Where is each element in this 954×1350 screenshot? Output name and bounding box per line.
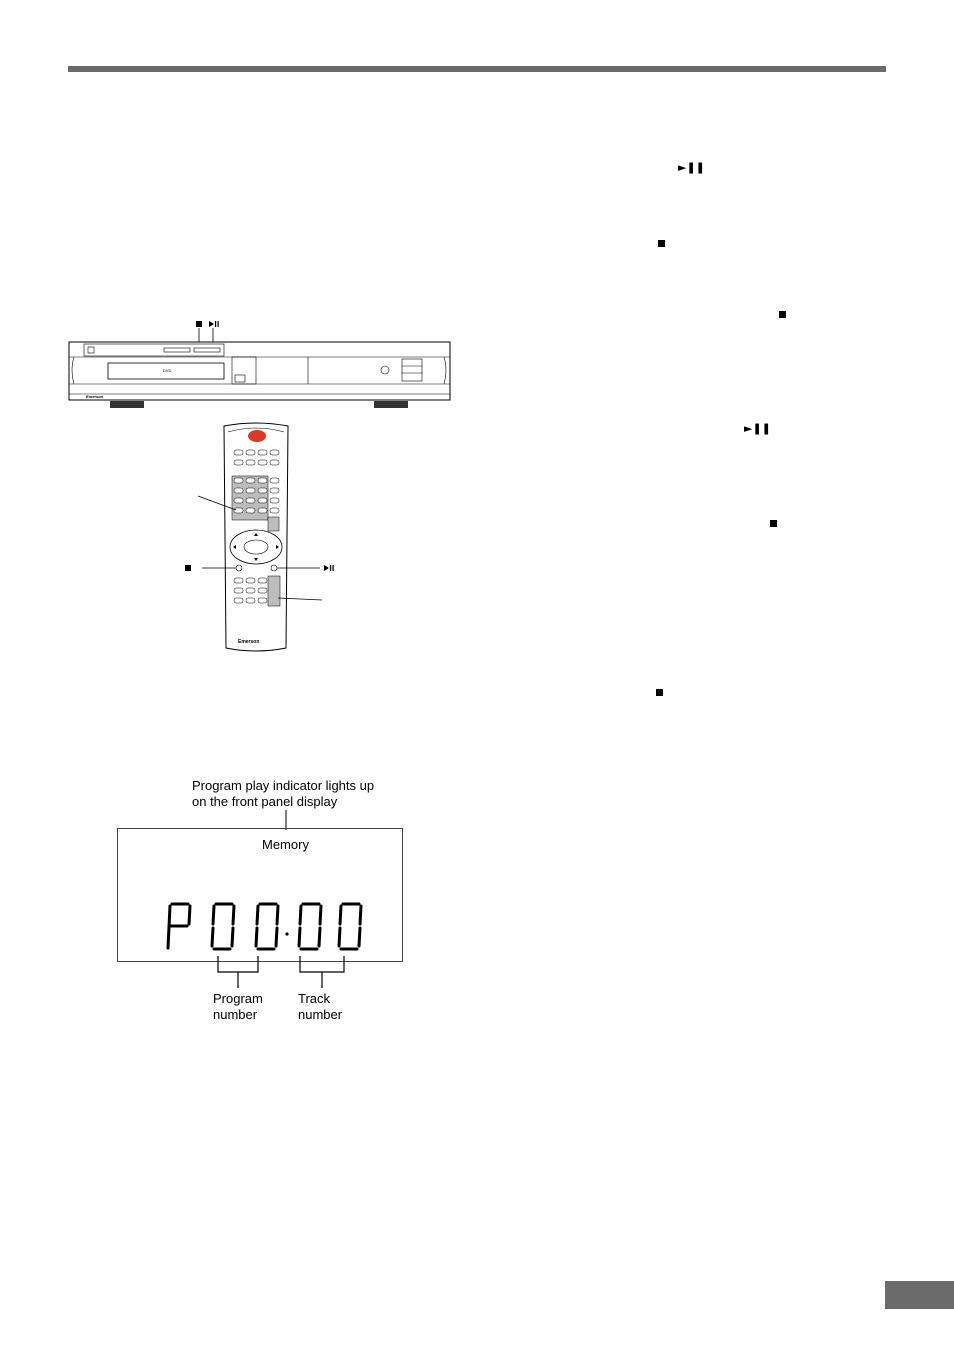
segment-char-p	[168, 904, 190, 948]
stop-icon	[658, 240, 665, 247]
callout-pointer	[284, 810, 288, 830]
stop-icon	[196, 321, 202, 327]
brand-logo: Emerson	[86, 394, 104, 399]
stop-icon	[779, 311, 786, 318]
brand-logo: Emerson	[238, 639, 260, 645]
dvd-player-illustration	[66, 314, 456, 414]
track-label-1: Track	[298, 991, 331, 1006]
program-label-1: Program	[213, 991, 263, 1006]
power-button	[248, 430, 266, 442]
memory-indicator: Memory	[262, 837, 309, 852]
segment-char-0	[299, 904, 321, 949]
track-label-2: number	[298, 1007, 343, 1022]
play-pause-icon	[209, 321, 214, 327]
segment-char-0	[339, 904, 361, 949]
stop-icon	[770, 520, 777, 527]
svg-text:DVD: DVD	[163, 368, 172, 373]
play-pause-icon: ►❚❚	[744, 422, 771, 435]
stop-icon	[656, 689, 663, 696]
segment-colon	[285, 932, 288, 935]
program-label-2: number	[213, 1007, 258, 1022]
segment-char-0	[212, 904, 234, 949]
play-pause-icon: ►❚❚	[678, 161, 705, 174]
header-rule	[68, 66, 886, 72]
play-pause-icon	[324, 565, 329, 571]
callout-line-2: on the front panel display	[192, 794, 338, 809]
segment-readout	[160, 900, 370, 956]
page-number-box	[885, 1281, 954, 1309]
remote-control-illustration	[180, 420, 360, 658]
number-brackets	[210, 956, 350, 990]
segment-char-0	[256, 904, 278, 949]
callout-line-1: Program play indicator lights up	[192, 778, 375, 793]
stop-icon	[185, 565, 191, 571]
